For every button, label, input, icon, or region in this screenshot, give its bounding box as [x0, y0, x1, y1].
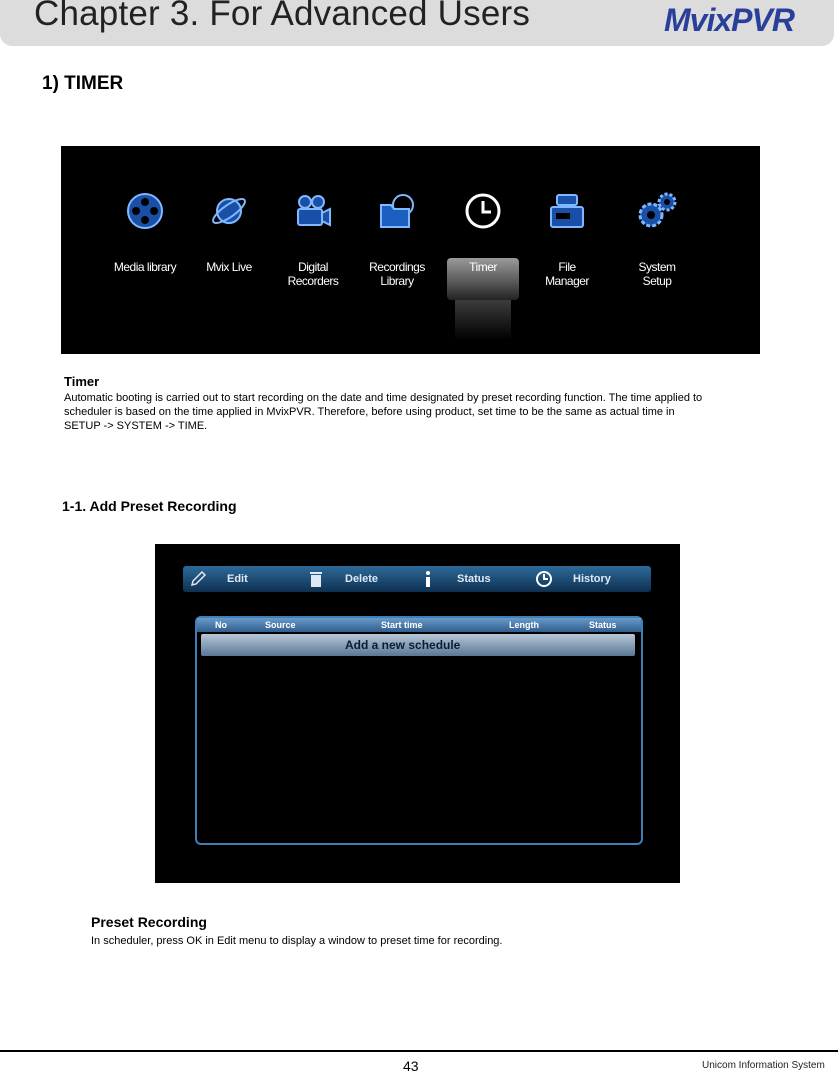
info-icon — [419, 570, 437, 588]
toolbar-delete[interactable] — [307, 566, 378, 592]
page-number: 43 — [403, 1058, 419, 1074]
footer-divider — [0, 1050, 838, 1052]
menu-label: Media library — [113, 260, 177, 274]
toolbar-edit[interactable] — [189, 566, 248, 592]
toolbar-history[interactable] — [535, 566, 611, 592]
menu-label: System Setup — [638, 260, 676, 288]
clock-icon — [535, 570, 553, 588]
gears-icon — [637, 191, 677, 231]
column-status: Status — [589, 620, 617, 630]
menu-item-recordings-library[interactable] — [357, 186, 437, 316]
menu-item-media-library[interactable] — [105, 186, 185, 316]
timer-caption-title: Timer — [64, 374, 100, 389]
folder-icon — [377, 191, 417, 231]
trash-icon — [307, 570, 325, 588]
column-length: Length — [509, 620, 539, 630]
menu-label: Digital Recorders — [287, 260, 339, 288]
toolbar-label: Delete — [345, 573, 379, 585]
pencil-icon — [189, 570, 207, 588]
film-reel-icon — [125, 191, 165, 231]
file-manager-icon — [547, 191, 587, 231]
planet-icon — [209, 191, 249, 231]
toolbar-label: Edit — [227, 573, 248, 585]
schedule-list — [195, 616, 643, 845]
video-camera-icon — [293, 191, 333, 231]
menu-item-timer[interactable] — [443, 186, 523, 316]
toolbar-label: History — [573, 573, 611, 585]
company-name: Unicom Information System — [702, 1060, 825, 1071]
section-title: 1) TIMER — [42, 73, 124, 94]
schedule-column-header — [197, 618, 641, 632]
menu-label: Mvix Live — [206, 260, 252, 274]
subsection-title: 1-1. Add Preset Recording — [62, 498, 237, 514]
menu-item-file-manager[interactable] — [527, 186, 607, 316]
timer-toolbar — [183, 566, 651, 592]
menu-item-digital-recorders[interactable] — [273, 186, 353, 316]
add-schedule-row[interactable] — [201, 634, 635, 656]
toolbar-status[interactable] — [419, 566, 491, 592]
toolbar-label: Status — [457, 573, 491, 585]
clock-icon — [463, 191, 503, 231]
chapter-header — [0, 0, 834, 46]
main-menu-screenshot — [61, 146, 760, 354]
chapter-title: Chapter 3. For Advanced Users — [34, 0, 531, 33]
column-no: No — [215, 620, 227, 630]
timer-screenshot — [155, 544, 680, 883]
preset-caption-text: In scheduler, press OK in Edit menu to display a window to preset time for recording. — [91, 935, 503, 947]
menu-label: Recordings Library — [369, 260, 425, 288]
column-source: Source — [265, 620, 296, 630]
preset-caption-title: Preset Recording — [91, 914, 207, 930]
menu-reflection — [455, 300, 511, 340]
menu-item-system-setup[interactable] — [617, 186, 697, 316]
brand-logo: MvixPVR — [664, 2, 794, 38]
menu-item-mvix-live[interactable] — [189, 186, 269, 316]
menu-label: Timer — [469, 260, 497, 274]
menu-label: File Manager — [545, 260, 589, 288]
add-schedule-label: Add a new schedule — [345, 638, 461, 652]
timer-caption-text: Automatic booting is carried out to start recording on the date and time designated by preset recording function. The time applied to scheduler is based on the time applied in MvixPVR. Therefore, before using product, set time to be the same as actual time in SETUP -> SYSTEM -> TIME. — [64, 392, 703, 432]
column-start-time: Start time — [381, 620, 423, 630]
